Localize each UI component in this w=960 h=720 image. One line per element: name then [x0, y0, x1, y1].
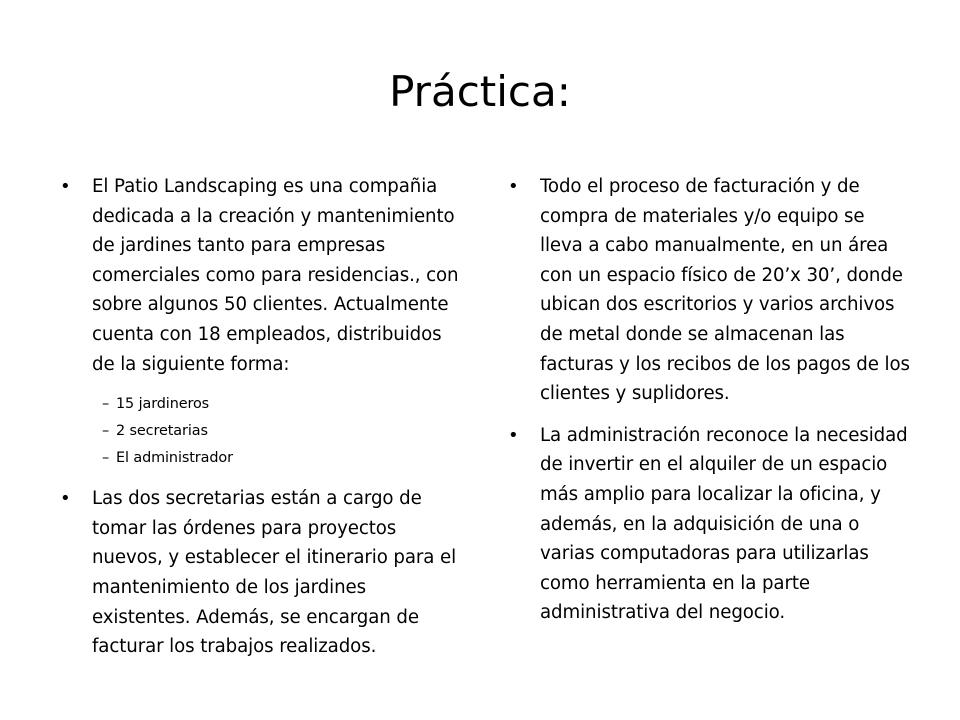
- right-column: [508, 172, 912, 640]
- sub-list-item-text: El administrador: [116, 450, 233, 467]
- sub-list-item-text: 2 secretarias: [116, 423, 208, 440]
- left-column: [60, 172, 464, 674]
- bullet-icon: •: [60, 488, 71, 510]
- bullet-item: [508, 172, 912, 409]
- sub-list-item: [60, 391, 464, 418]
- bullet-text: El Patio Landscaping es una compañia dedicada a la creación y mantenimiento de jardines tanto para empresas comerciales como para residencias., con sobre algunos 50 clientes. Actualmente cuenta con 18 empleados, distribuidos de la siguiente forma:: [92, 176, 459, 375]
- bullet-icon: •: [60, 176, 71, 197]
- bullet-item: [508, 421, 912, 628]
- bullet-icon: •: [508, 424, 519, 446]
- dash-icon: –: [102, 396, 110, 413]
- dash-icon: –: [102, 450, 110, 467]
- slide-title: Práctica:: [389, 67, 571, 116]
- bullet-text: Las dos secretarias están a cargo de tomar las órdenes para proyectos nuevos, y establecer el itinerario para el mantenimiento de los jardines existentes. Además, se encargan de facturar los trabajos realizados.: [92, 488, 457, 658]
- sub-list-item: [60, 418, 464, 445]
- sub-list-item: [60, 445, 464, 472]
- dash-icon: –: [102, 423, 110, 440]
- bullet-icon: •: [508, 176, 519, 197]
- sub-list: [60, 391, 464, 472]
- sub-list-item-text: 15 jardineros: [116, 396, 210, 413]
- bullet-text: Todo el proceso de facturación y de compra de materiales y/o equipo se lleva a cabo manualmente, en un área con un espacio físico de 20’x 30’, donde ubican dos escritorios y varios archivos de metal donde se almacenan las facturas y los recibos de los pagos de los clientes y suplidores.: [540, 176, 910, 405]
- bullet-item: [60, 172, 464, 379]
- bullet-item: [60, 484, 464, 662]
- bullet-text: La administración reconoce la necesidad de invertir en el alquiler de un espacio más amplio para localizar la oficina, y además, en la adquisición de una o varias computadoras para utilizarlas como herramienta en la parte administrativa del negocio.: [540, 424, 908, 624]
